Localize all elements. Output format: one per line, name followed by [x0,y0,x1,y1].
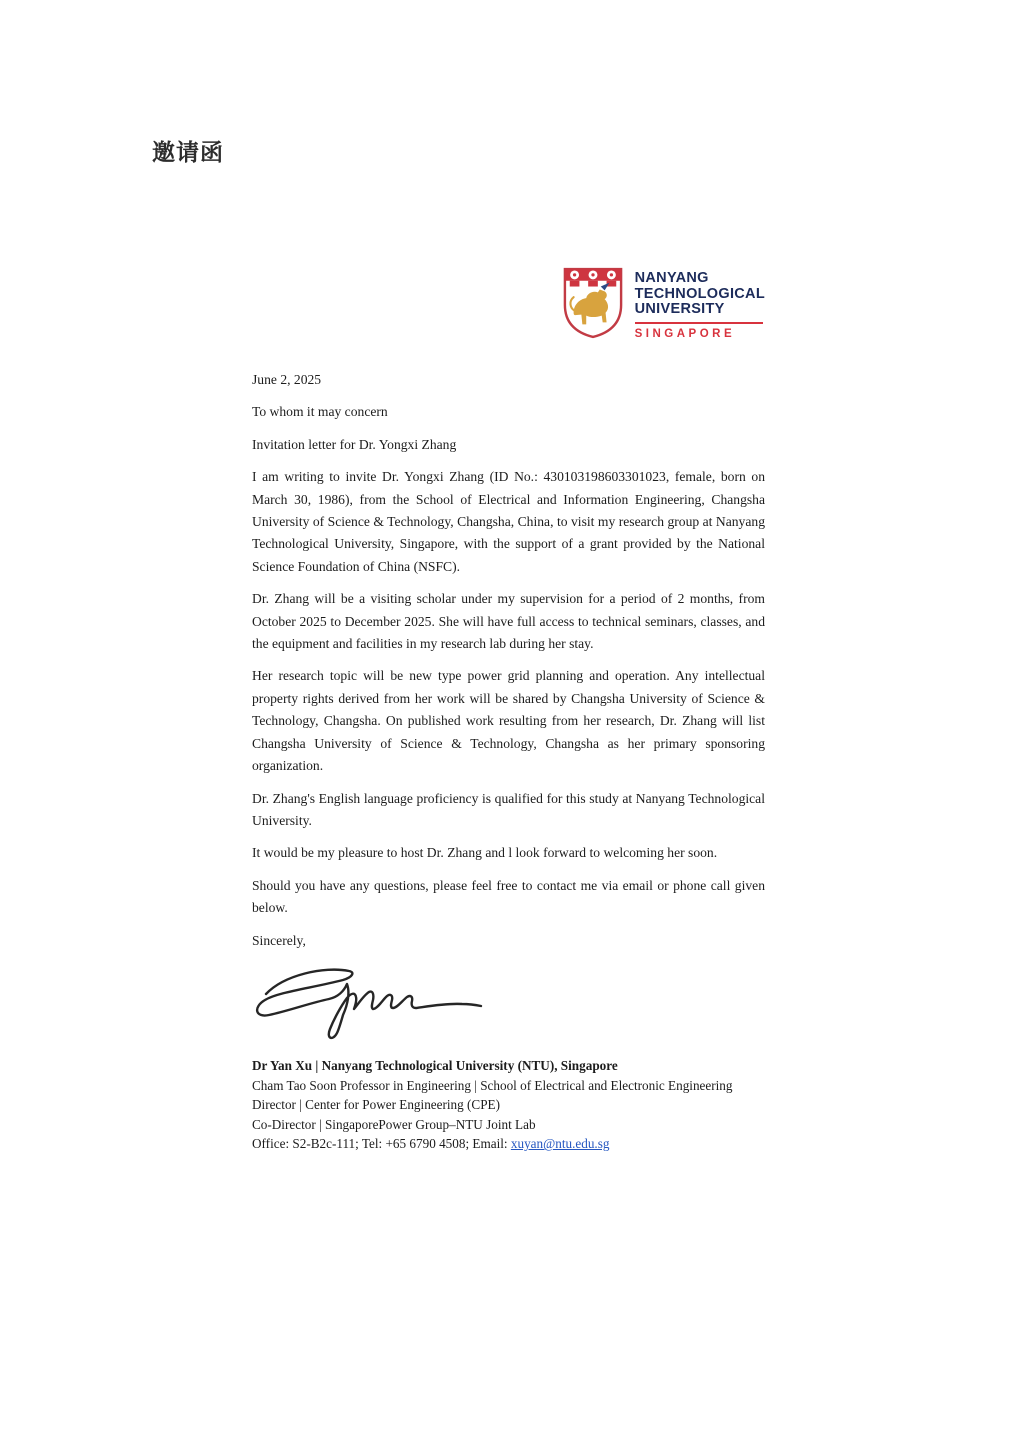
letter-subject: Invitation letter for Dr. Yongxi Zhang [252,436,457,452]
letter-paragraph: Should you have any questions, please feel free to contact me via email or phone call given below. [252,877,765,916]
letter-closing: Sincerely, [252,932,306,948]
letter-paragraph: Dr. Zhang will be a visiting scholar under my supervision for a period of 2 months, from October 2025 to December 2025. She will have full access to technical seminars, classes, and the equipment and facilities in my research lab during her stay. [252,591,765,652]
ntu-crest-icon [562,266,624,345]
contact-prefix: Office: S2-B2c-111; Tel: +65 6790 4508; Email: [252,1136,511,1152]
letter-salutation: To whom it may concern [252,404,388,420]
letter-paragraph: I am writing to invite Dr. Yongxi Zhang (ID No.: 430103198603301023, female, born on March 30, 1986), from the School of Electrical and Information Engineering, Changsha University of Science & Technology, Changsha, China, to visit my research group at Nanyang Technological University, Singapore, with the support of a grant provided by the National Science Foundation of China (NSFC). [252,469,765,574]
letter-paragraph: It would be my pleasure to host Dr. Zhang and l look forward to welcoming her soon. [252,845,718,861]
logo-line-1: NANYANG [634,270,709,286]
signer-director-line: Director | Center for Power Engineering (CPE) [252,1097,500,1113]
logo-country: SINGAPORE [634,327,736,340]
signer-name-line: Dr Yan Xu | Nanyang Technological University (NTU), Singapore [252,1057,618,1073]
handwritten-signature [252,962,765,1048]
signer-contact-line [252,1134,765,1154]
letter-paragraph: Her research topic will be new type power grid planning and operation. Any intellectual property rights derived from her work will be shared by Changsha University of Science & Technology, Changsha. On published work resulting from her research, Dr. Zhang will list Changsha University of Science & Technology, Changsha as her primary sponsoring organization. [252,668,765,774]
email-link[interactable]: xuyan@ntu.edu.sg [510,1136,610,1152]
signature-block [252,1056,765,1154]
signer-codirector-line: Co-Director | SingaporePower Group–NTU Joint Lab [252,1116,536,1132]
logo-wordmark [635,266,765,340]
logo-divider [635,322,763,324]
letter-date: June 2, 2025 [252,372,322,387]
letter-body [252,266,765,1154]
page-title: 邀请函 [152,139,224,165]
logo-line-3: UNIVERSITY [634,301,725,317]
letter-paragraph: Dr. Zhang's English language proficiency is qualified for this study at Nanyang Technological University. [252,790,765,828]
signer-title-line: Cham Tao Soon Professor in Engineering | School of Electrical and Electronic Engineering [252,1077,733,1093]
logo-line-2: TECHNOLOGICAL [634,285,765,302]
ntu-logo [562,266,765,345]
logo-row [252,266,765,345]
